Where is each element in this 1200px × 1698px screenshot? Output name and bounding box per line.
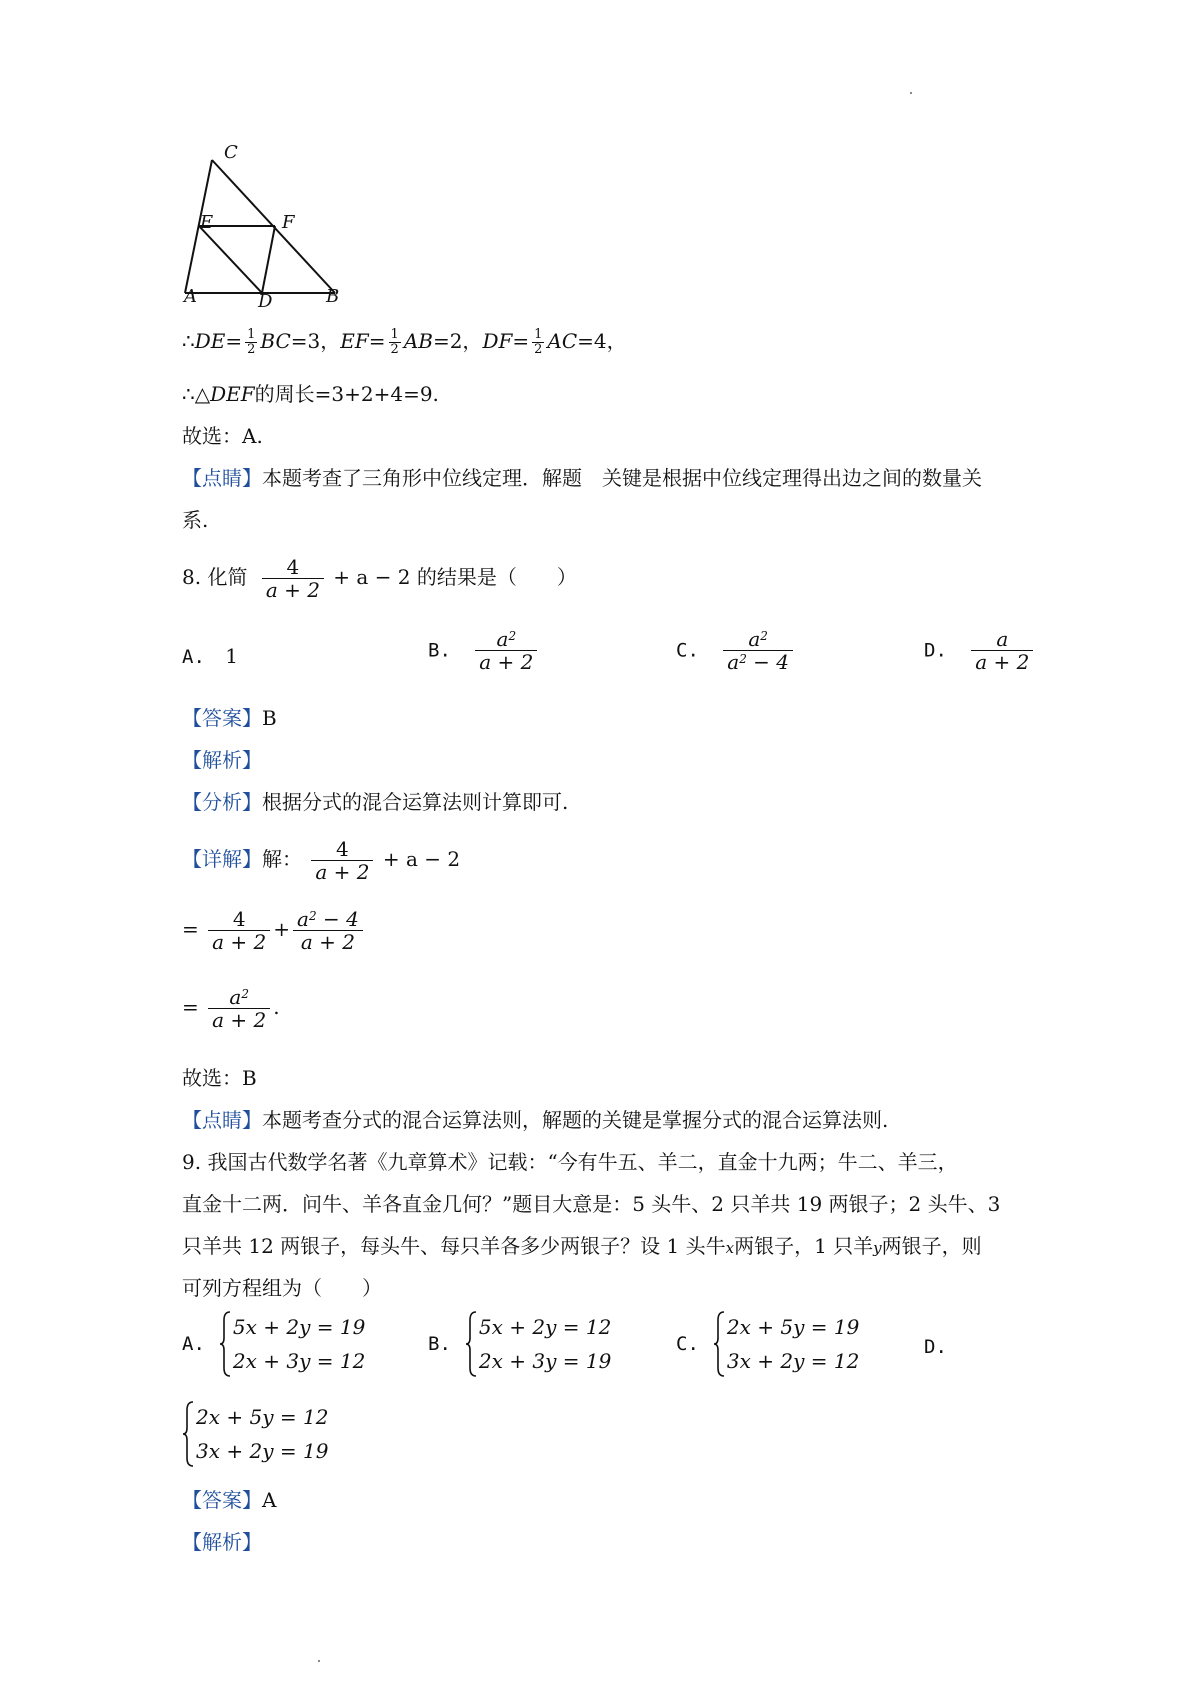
equation-rows xyxy=(479,1310,611,1378)
frac-num: 4 xyxy=(311,838,373,861)
option-label: D. xyxy=(924,1336,947,1358)
frac-num: 4 xyxy=(208,908,270,931)
frac-den: a + 2 xyxy=(975,650,1030,674)
var-y: y xyxy=(873,1239,882,1257)
option-label: A. xyxy=(182,646,205,668)
frac-den: a + 2 xyxy=(479,650,534,674)
den-rest: − 4 xyxy=(746,650,790,674)
xiangjie-fraction xyxy=(311,838,373,883)
q8-number: 8. 化简 xyxy=(182,565,248,589)
option-row xyxy=(676,1310,859,1378)
step2-fraction xyxy=(208,986,270,1031)
label-a: A xyxy=(184,286,197,307)
dianjing-tag: 【点睛】 xyxy=(182,1108,262,1132)
q9-stem-line3 xyxy=(182,1234,982,1260)
segment-fd xyxy=(262,226,275,293)
q9-option-c[interactable] xyxy=(676,1310,859,1378)
frac-num xyxy=(475,628,537,651)
equation-1: 5x + 2y = 19 xyxy=(232,1315,366,1339)
var-a: a xyxy=(297,907,309,931)
frac-num xyxy=(293,908,363,931)
frac-num: 1 xyxy=(247,327,256,342)
option-label: C. xyxy=(676,639,699,662)
answer-tag: 【答案】 xyxy=(182,1488,262,1512)
dianjing-tag: 【点睛】 xyxy=(182,466,262,490)
q7-conclusion-line xyxy=(182,328,627,357)
q9-stem-line1: 9. 我国古代数学名著《九章算术》记载：“今有牛五、羊二，直金十九两；牛二、羊三， xyxy=(182,1150,958,1174)
exponent: 2 xyxy=(760,629,768,643)
option-label: B. xyxy=(428,639,451,662)
option-row xyxy=(428,1310,611,1378)
q8-option-c[interactable] xyxy=(676,628,796,673)
value: =2， xyxy=(432,329,483,353)
q8-step2 xyxy=(182,986,280,1031)
option-row xyxy=(182,1310,365,1378)
var-de: DE xyxy=(194,329,226,353)
frac-num: 1 xyxy=(534,327,543,342)
left-brace-icon xyxy=(713,1310,725,1378)
q9-jiexi: 【解析】 xyxy=(182,1530,262,1554)
therefore-triangle: ∴△ xyxy=(182,382,211,406)
equals: = xyxy=(368,329,386,353)
q8-dianjing xyxy=(182,1108,888,1132)
q8-step1 xyxy=(182,908,366,953)
frac-den: a + 2 xyxy=(300,930,355,954)
q8-answer xyxy=(182,706,277,730)
equation-1: 2x + 5y = 19 xyxy=(726,1315,860,1339)
equation-rows xyxy=(196,1400,328,1468)
q8-xiangjie xyxy=(182,838,460,883)
answer-tag: 【答案】 xyxy=(182,706,262,730)
stem-part: 只羊共 12 两银子，每头牛、每只羊各多少两银子？设 1 头牛 xyxy=(182,1234,726,1258)
answer-value: A xyxy=(262,1488,277,1512)
fenxi-tag: 【分析】 xyxy=(182,790,262,814)
half-fraction xyxy=(532,328,544,357)
q8-option-a[interactable] xyxy=(182,644,238,669)
page-speck-bottom xyxy=(318,1660,320,1662)
var-df: DF xyxy=(482,329,513,353)
equation-2: 3x + 2y = 12 xyxy=(726,1349,860,1373)
q7-choice-line: 故选：A. xyxy=(182,424,263,448)
left-brace-icon xyxy=(182,1400,194,1468)
step1-fraction1 xyxy=(208,908,270,953)
equals: = xyxy=(225,329,243,353)
option-label: B. xyxy=(428,1333,451,1355)
plus: + xyxy=(273,917,291,941)
page-speck-top xyxy=(910,92,912,94)
frac-num: 4 xyxy=(262,556,324,579)
q8-option-d[interactable] xyxy=(924,628,1036,673)
equation-1: 2x + 5y = 12 xyxy=(196,1405,329,1429)
q9-answer xyxy=(182,1488,276,1512)
equals: = xyxy=(512,329,530,353)
frac-num xyxy=(208,986,270,1009)
q8-fenxi xyxy=(182,790,568,814)
q9-option-d[interactable] xyxy=(924,1334,947,1359)
q9-stem-line4: 可列方程组为（ ） xyxy=(182,1276,382,1300)
stem-part: 两银子，1 只羊 xyxy=(734,1234,874,1258)
equation-2: 2x + 3y = 12 xyxy=(232,1349,366,1373)
triangle-figure xyxy=(180,140,360,320)
frac-den: 2 xyxy=(390,342,399,357)
option-fraction xyxy=(723,628,793,673)
fenxi-text: 根据分式的混合运算法则计算即可. xyxy=(262,790,569,814)
exponent: 2 xyxy=(241,987,249,1001)
var-ac: AC xyxy=(547,329,578,353)
frac-den: 2 xyxy=(247,342,256,357)
perimeter-text: 的周长=3+2+4=9. xyxy=(254,382,439,406)
var-a: a xyxy=(229,985,242,1009)
var-ab: AB xyxy=(403,329,433,353)
q9-option-a[interactable] xyxy=(182,1310,365,1378)
left-brace-icon xyxy=(465,1310,477,1378)
equals: = xyxy=(182,995,199,1019)
var-bc: BC xyxy=(260,329,291,353)
q7-dianjing xyxy=(182,466,982,490)
q7-dianjing-cont: 系. xyxy=(182,508,209,532)
q8-option-b[interactable] xyxy=(428,628,540,673)
option-fraction xyxy=(475,628,537,673)
xiangjie-tail: + a − 2 xyxy=(382,847,461,871)
frac-num: 1 xyxy=(390,327,399,342)
option-row xyxy=(182,1400,328,1468)
frac-den: a + 2 xyxy=(212,1008,267,1032)
dianjing-text: 本题考查分式的混合运算法则，解题的关键是掌握分式的混合运算法则. xyxy=(262,1108,889,1132)
var-ef: EF xyxy=(340,329,369,353)
var-x: x xyxy=(725,1239,735,1257)
equation-1: 5x + 2y = 12 xyxy=(478,1315,612,1339)
label-e: E xyxy=(200,212,214,233)
half-fraction xyxy=(245,328,257,357)
segment-ed xyxy=(199,226,262,293)
xiangjie-text: 解： xyxy=(262,847,302,871)
var-a: a xyxy=(727,650,740,674)
dianjing-text: 本题考查了三角形中位线定理．解题 关键是根据中位线定理得出边之间的数量关 xyxy=(262,466,982,490)
period: . xyxy=(273,995,280,1019)
q8-stem xyxy=(182,556,577,601)
stem-tail: + a − 2 的结果是（ ） xyxy=(333,565,577,589)
exponent: 2 xyxy=(739,652,747,666)
equation-rows xyxy=(727,1310,859,1378)
q8-guxuan: 故选：B xyxy=(182,1066,257,1090)
left-brace-icon xyxy=(219,1310,231,1378)
label-b: B xyxy=(326,286,340,307)
frac-den: a + 2 xyxy=(315,860,370,884)
var-a: a xyxy=(496,627,509,651)
frac-den: 2 xyxy=(534,342,543,357)
label-f: F xyxy=(282,212,295,233)
label-c: C xyxy=(224,142,238,163)
frac-den xyxy=(723,651,793,673)
xiangjie-tag: 【详解】 xyxy=(182,847,262,871)
equals: = xyxy=(182,917,199,941)
q9-option-d-system[interactable] xyxy=(182,1400,328,1473)
equation-rows xyxy=(233,1310,365,1378)
value: =3， xyxy=(290,329,341,353)
therefore-symbol: ∴ xyxy=(182,329,195,353)
answer-value: B xyxy=(262,706,277,730)
frac-den: a + 2 xyxy=(212,930,267,954)
exponent: 2 xyxy=(508,629,517,643)
q8-jiexi: 【解析】 xyxy=(182,748,262,772)
option-value: 1 xyxy=(225,644,238,668)
half-fraction xyxy=(389,328,401,357)
option-label: C. xyxy=(676,1333,699,1355)
frac-num xyxy=(723,628,793,651)
stem-fraction xyxy=(262,556,324,601)
var-a: a xyxy=(748,627,761,651)
var-def: DEF xyxy=(210,382,255,406)
stem-part: 两银子，则 xyxy=(881,1234,982,1258)
option-label: D. xyxy=(924,639,947,662)
q9-stem-line2: 直金十二两．问牛、羊各直金几何？”题目大意是：5 头牛、2 只羊共 19 两银子；2 头牛、3 xyxy=(182,1192,1001,1216)
step1-fraction2 xyxy=(293,908,363,953)
frac-num: a xyxy=(971,628,1033,651)
value: =4， xyxy=(577,329,627,353)
equation-2: 3x + 2y = 19 xyxy=(196,1439,329,1463)
frac-den: a + 2 xyxy=(265,578,320,602)
q9-option-b[interactable] xyxy=(428,1310,611,1378)
option-fraction xyxy=(971,628,1033,673)
q7-perimeter-line xyxy=(182,382,439,406)
label-d: D xyxy=(258,291,273,312)
option-label: A. xyxy=(182,1333,205,1355)
num-rest: − 4 xyxy=(316,907,359,931)
exponent: 2 xyxy=(308,909,317,923)
equation-2: 2x + 3y = 19 xyxy=(478,1349,612,1373)
